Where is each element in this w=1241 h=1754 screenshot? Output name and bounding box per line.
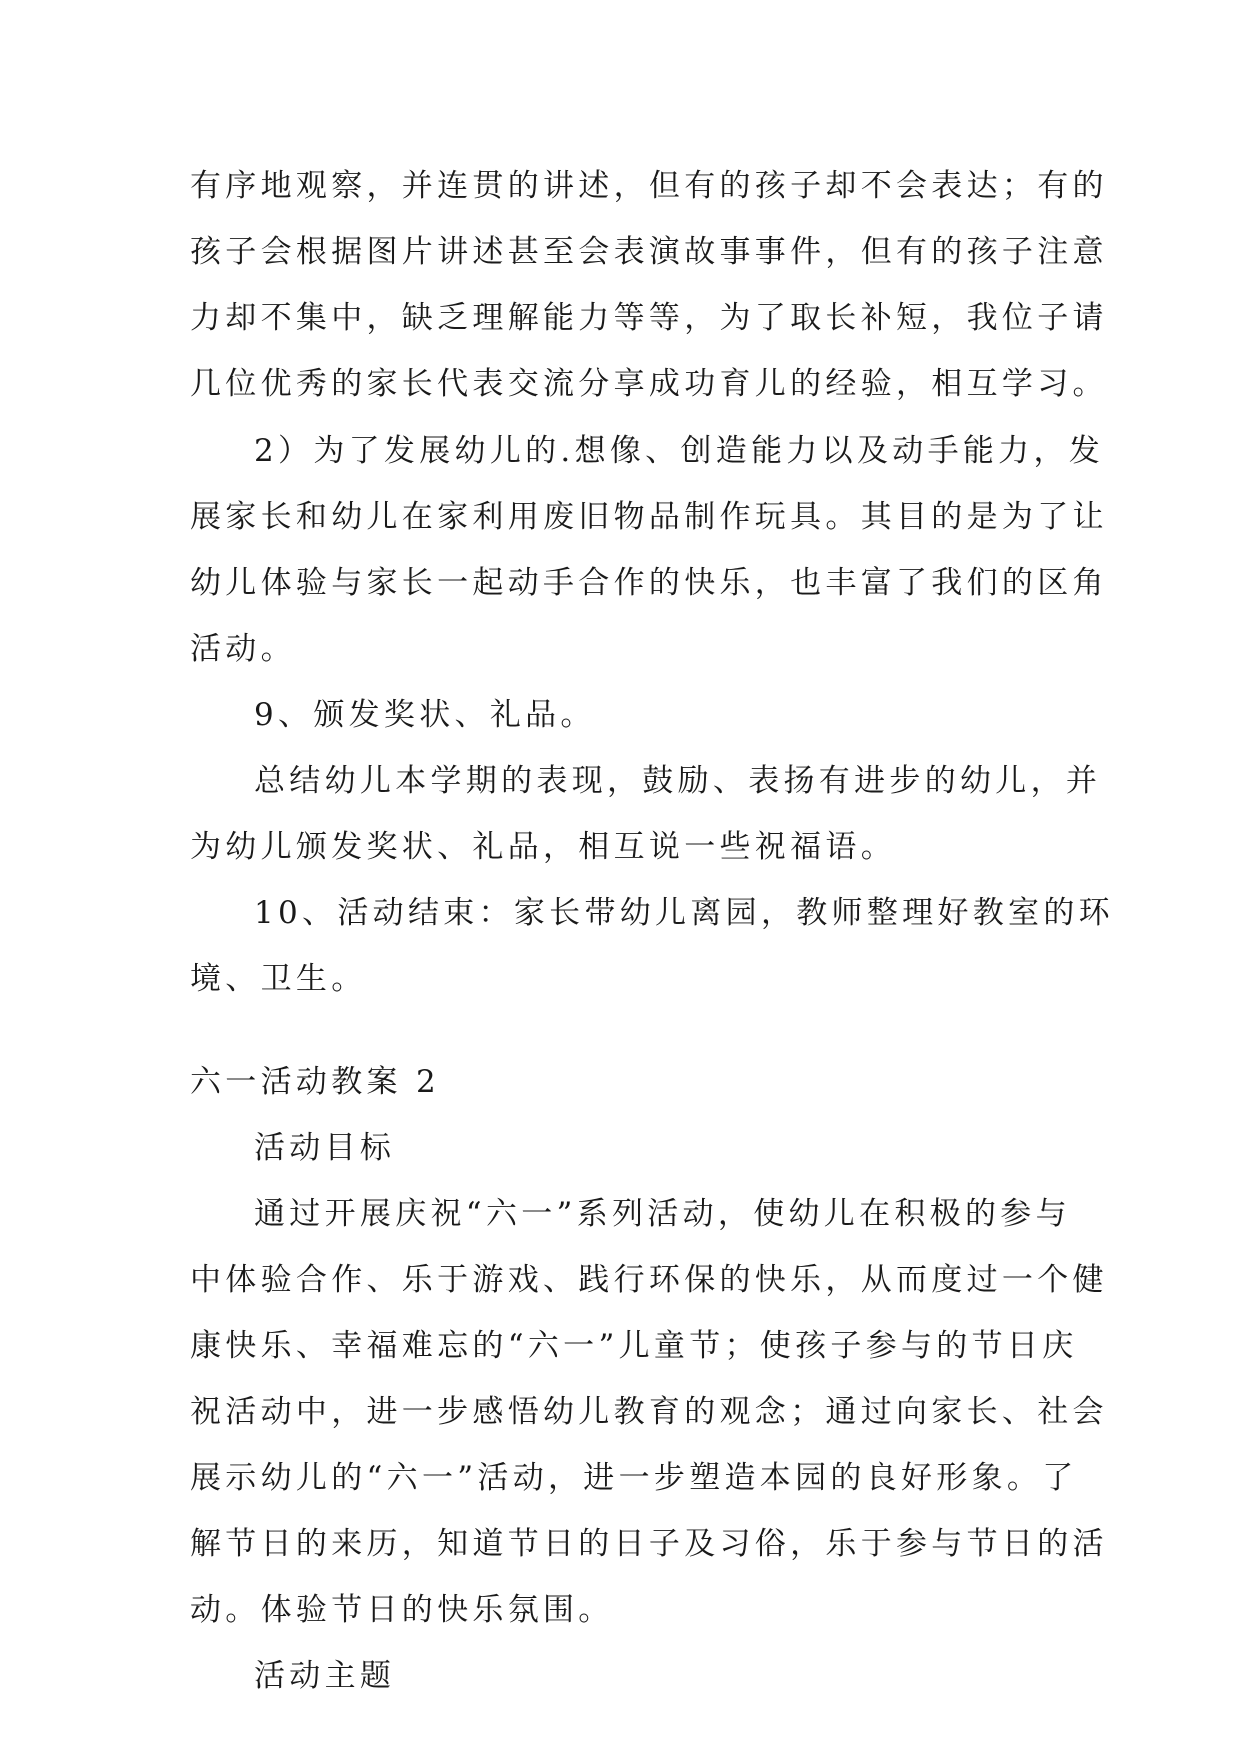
paragraph-line: 有序地观察，并连贯的讲述，但有的孩子却不会表达；有的 xyxy=(190,168,1108,204)
paragraph-line: 幼儿体验与家长一起动手合作的快乐，也丰富了我们的区角 xyxy=(190,565,1108,601)
paragraph-line: 展家长和幼儿在家利用废旧物品制作玩具。其目的是为了让 xyxy=(190,499,1108,535)
paragraph-line: 展示幼儿的“六一”活动，进一步塑造本园的良好形象。了 xyxy=(190,1460,1078,1496)
paragraph-line: 中体验合作、乐于游戏、践行环保的快乐，从而度过一个健 xyxy=(190,1262,1108,1298)
paragraph-line: 为幼儿颁发奖状、礼品，相互说一些祝福语。 xyxy=(190,829,896,865)
section-title: 六一活动教案 2 xyxy=(190,1064,440,1100)
paragraph-line: 9、颁发奖状、礼品。 xyxy=(254,697,596,733)
paragraph-line: 境、卫生。 xyxy=(190,961,367,997)
paragraph-line: 动。体验节日的快乐氛围。 xyxy=(190,1592,614,1628)
paragraph-line: 活动。 xyxy=(190,631,296,667)
paragraph-line: 康快乐、幸福难忘的“六一”儿童节；使孩子参与的节日庆 xyxy=(190,1328,1078,1364)
paragraph-line: 几位优秀的家长代表交流分享成功育儿的经验，相互学习。 xyxy=(190,366,1108,402)
paragraph-line: 通过开展庆祝“六一”系列活动，使幼儿在积极的参与 xyxy=(254,1196,1071,1232)
subheading: 活动目标 xyxy=(254,1130,396,1166)
paragraph-line: 10、活动结束：家长带幼儿离园，教师整理好教室的环 xyxy=(254,895,1114,931)
paragraph-line: 解节日的来历，知道节日的日子及习俗，乐于参与节日的活 xyxy=(190,1526,1108,1562)
paragraph-line: 孩子会根据图片讲述甚至会表演故事事件，但有的孩子注意 xyxy=(190,234,1108,270)
paragraph-line: 力却不集中，缺乏理解能力等等，为了取长补短，我位子请 xyxy=(190,300,1108,336)
paragraph-line: 祝活动中，进一步感悟幼儿教育的观念；通过向家长、社会 xyxy=(190,1394,1108,1430)
subheading: 活动主题 xyxy=(254,1658,396,1694)
paragraph-line: 2）为了发展幼儿的.想像、创造能力以及动手能力，发 xyxy=(254,433,1105,469)
paragraph-line: 总结幼儿本学期的表现，鼓励、表扬有进步的幼儿，并 xyxy=(254,763,1102,799)
